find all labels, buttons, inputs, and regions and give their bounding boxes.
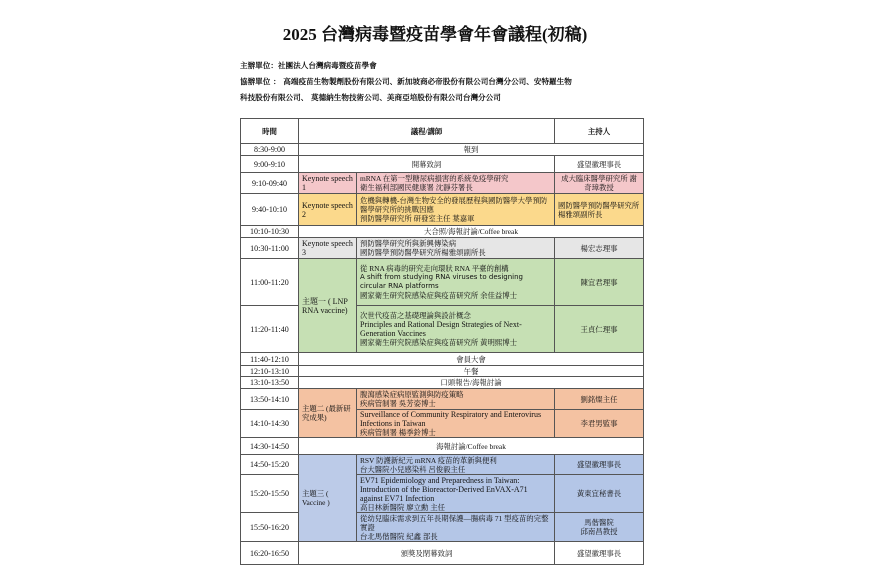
time-cell: 9:40-10:10 <box>241 194 299 226</box>
talk-title: 次世代疫苗之基礎理論與設計概念 <box>360 311 471 320</box>
co-organizer-line2: 科技股份有限公司、 莫德納生物技術公司、美商亞培股份有限公司台灣分公司 <box>240 93 501 102</box>
time-cell: 13:50-14:10 <box>241 389 299 410</box>
host-name: 邱南昌教授 <box>580 527 618 536</box>
agenda-cell: 開幕致詞 <box>299 156 555 173</box>
agenda-cell <box>357 238 555 259</box>
table-row <box>241 366 644 377</box>
talk-title-en: EV71 Epidemiology and Preparedness in Taiwan: Introduction of the Bioreactor-Derived EnVAX-A71 against EV71 Infection <box>360 475 528 503</box>
page-title: 2025 台灣病毒暨疫苗學會年會議程(初稿) <box>282 25 588 44</box>
host-cell: 盛望徽理事長 <box>555 455 644 475</box>
agenda-cell <box>357 513 555 542</box>
agenda-cell <box>357 194 555 226</box>
time-cell: 9:10-09:40 <box>241 173 299 194</box>
agenda-cell <box>357 173 555 194</box>
time-cell: 16:20-16:50 <box>241 542 299 565</box>
time-cell: 8:30-9:00 <box>241 144 299 156</box>
talk-title: 從 RNA 病毒的研究走向環狀 RNA 平臺的創構 <box>360 264 509 273</box>
agenda-table <box>240 118 644 565</box>
time-cell: 9:00-9:10 <box>241 156 299 173</box>
host-cell: 陳宜君理事 <box>555 259 644 306</box>
talk-title-en: A shift from studying RNA viruses to designing circular RNA platforms <box>360 273 523 290</box>
agenda-cell <box>357 410 555 438</box>
table-row <box>241 259 644 306</box>
time-cell: 11:00-11:20 <box>241 259 299 306</box>
speaker: 國家衛生研究院感染症與疫苗研究所 黃明熙博士 <box>360 338 518 347</box>
talk-title-en: Surveillance of Community Respiratory and Enterovirus Infections in Taiwan <box>360 410 542 428</box>
table-row <box>241 238 644 259</box>
talk-title: mRNA 在第一型糖尿病損害的系統免疫學研究 <box>360 174 509 183</box>
header-host: 主持人 <box>555 119 644 144</box>
agenda-cell: 大合照/海報討論/Coffee break <box>299 226 644 238</box>
speaker: 疾病管制署 吳芳姿博士 <box>360 399 436 408</box>
agenda-cell <box>357 475 555 513</box>
speaker: 台大醫院小兒感染科 呂俊毅主任 <box>360 464 466 474</box>
agenda-cell: 報到 <box>299 144 644 156</box>
session-type: 主題三 ( Vaccine ) <box>299 455 357 542</box>
table-row <box>241 377 644 389</box>
table-row <box>241 173 644 194</box>
agenda-cell <box>357 306 555 353</box>
host-cell: 王貞仁理事 <box>555 306 644 353</box>
host-cell: 成大臨床醫學研究所 謝奇璋教授 <box>555 173 644 194</box>
agenda-cell <box>357 389 555 410</box>
time-cell: 14:30-14:50 <box>241 438 299 455</box>
speaker: 高日林新醫院 廖立勳 主任 <box>360 502 445 512</box>
time-cell: 12:10-13:10 <box>241 366 299 377</box>
host-cell: 李君男監事 <box>555 410 644 438</box>
host-cell <box>555 513 644 542</box>
header-agenda: 議程/講師 <box>299 119 555 144</box>
host-cell: 盛望徽理事長 <box>555 542 644 565</box>
talk-title-en: Principles and Rational Design Strategies of Next-Generation Vaccines <box>360 320 522 338</box>
talk-title: 腹瀉感染症病原監測與防疫策略 <box>360 390 464 399</box>
speaker: 衛生福利部國民健康署 沈靜芬署長 <box>360 183 473 192</box>
session-type: 主題二 (最新研究成果) <box>299 389 357 438</box>
session-type: Keynote speech 1 <box>299 173 357 194</box>
table-row <box>241 156 644 173</box>
agenda-cell: 口頭報告/海報討論 <box>299 377 644 389</box>
table-row <box>241 542 644 565</box>
host-cell: 劉銘燦主任 <box>555 389 644 410</box>
table-row <box>241 389 644 410</box>
table-row <box>241 144 644 156</box>
agenda-cell <box>357 259 555 306</box>
agenda-cell: 會員大會 <box>299 353 644 366</box>
time-cell: 15:50-16:20 <box>241 513 299 542</box>
session-type: Keynote speech 2 <box>299 194 357 226</box>
talk-title: RSV 防護新紀元 mRNA 疫苗的革新與便利 <box>360 455 497 465</box>
organizer: 主辦單位：社團法人台灣病毒暨疫苗學會 <box>240 61 377 70</box>
speaker: 國防醫學預防醫學研究所楊雅頌副所長 <box>360 248 486 257</box>
time-cell: 11:20-11:40 <box>241 306 299 353</box>
time-cell: 14:50-15:20 <box>241 455 299 475</box>
time-cell: 11:40-12:10 <box>241 353 299 366</box>
time-cell: 10:10-10:30 <box>241 226 299 238</box>
table-row <box>241 455 644 475</box>
session-type: Keynote speech 3 <box>299 238 357 259</box>
speaker: 台北馬偕醫院 紀鑫 部長 <box>360 531 438 541</box>
table-row <box>241 226 644 238</box>
host-affiliation: 馬偕醫院 <box>584 518 614 527</box>
table-header <box>241 119 644 144</box>
talk-title: 預防醫學研究所與新興傳染病 <box>360 239 457 248</box>
speaker: 國家衛生研究院感染症與疫苗研究所 余佳益博士 <box>360 291 518 300</box>
host-cell: 楊宏志理事 <box>555 238 644 259</box>
speaker: 疾病管制署 楊季鈴博士 <box>360 428 436 437</box>
time-cell: 13:10-13:50 <box>241 377 299 389</box>
table-row <box>241 194 644 226</box>
time-cell: 14:10-14:30 <box>241 410 299 438</box>
table-row <box>241 353 644 366</box>
speaker: 預防醫學研究所 研發室主任 葉嘉軍 <box>360 214 475 223</box>
talk-title: 危機與轉機-台灣生物安全的發展歷程與國防醫學大學預防醫學研究所的挑戰因應 <box>360 196 548 214</box>
agenda-cell <box>357 455 555 475</box>
host-cell: 黃東宜秘書長 <box>555 475 644 513</box>
session-type: 主題一 ( LNP RNA vaccine) <box>299 259 357 353</box>
agenda-cell: 頒獎及閉幕致詞 <box>299 542 555 565</box>
time-cell: 10:30-11:00 <box>241 238 299 259</box>
talk-title: 從幼兒臨床需求到五年長期保護—腸病毒 71 型疫苗的完整實證 <box>360 513 549 532</box>
header-time: 時間 <box>241 119 299 144</box>
co-organizer-line1: 協辦單位 ： 高端疫苗生物製劑股份有限公司、新加坡商必帝股份有限公司台灣分公司、安特羅生物 <box>240 77 572 86</box>
agenda-cell: 海報討論/Coffee break <box>299 438 644 455</box>
agenda-cell: 午餐 <box>299 366 644 377</box>
time-cell: 15:20-15:50 <box>241 475 299 513</box>
host-cell: 國防醫學預防醫學研究所 楊雅頌副所長 <box>555 194 644 226</box>
table-row <box>241 438 644 455</box>
host-cell: 盛望徽理事長 <box>555 156 644 173</box>
